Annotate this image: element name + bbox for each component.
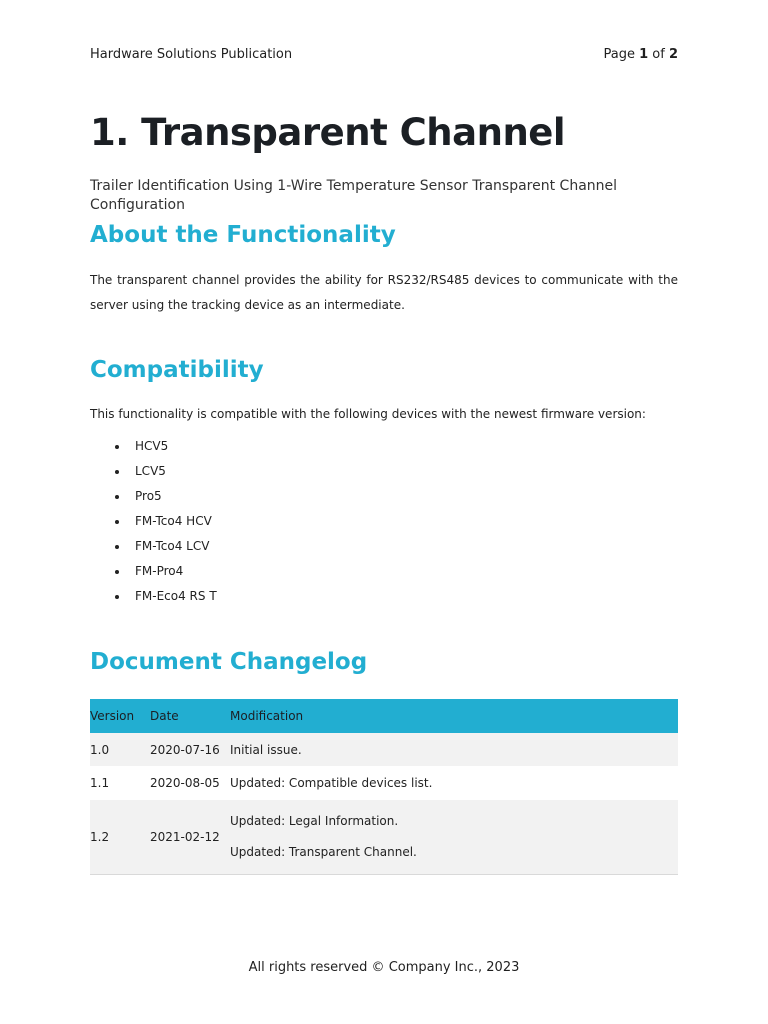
cell-version: 1.0: [90, 733, 150, 766]
publication-name: Hardware Solutions Publication: [90, 47, 293, 62]
device-list: [90, 434, 217, 609]
table-row: [90, 766, 678, 800]
device-list-item: FM-Pro4: [90, 559, 217, 584]
about-paragraph: The transparent channel provides the ability for RS232/RS485 devices to communicate with the server using the tracking device as an intermediate.: [90, 273, 678, 312]
device-list-item: FM-Tco4 HCV: [90, 509, 217, 534]
page-number: [603, 47, 678, 62]
cell-date: 2020-08-05: [150, 766, 230, 800]
compatibility-heading: Compatibility: [90, 357, 264, 383]
changelog-table: [90, 699, 678, 875]
document-subtitle: Trailer Identification Using 1-Wire Temperature Sensor Transparent Channel Configuration: [90, 178, 618, 213]
cell-modification: Updated: Compatible devices list.: [230, 766, 678, 800]
page-of: of: [652, 47, 665, 62]
table-row: [90, 800, 678, 875]
cell-modification: Initial issue.: [230, 733, 678, 766]
compatibility-intro: This functionality is compatible with the following devices with the newest firmware version:: [90, 407, 646, 421]
table-row: [90, 733, 678, 766]
cell-date: 2021-02-12: [150, 800, 230, 875]
cell-version: 1.2: [90, 800, 150, 875]
changelog-heading: Document Changelog: [90, 649, 368, 675]
table-header-row: [90, 699, 678, 733]
modification-line: Updated: Legal Information.: [230, 814, 399, 828]
page-total: 2: [668, 47, 678, 62]
page-footer: All rights reserved © Company Inc., 2023: [248, 960, 520, 975]
page-current: 1: [639, 47, 649, 62]
device-list-item: FM-Tco4 LCV: [90, 534, 217, 559]
device-list-item: FM-Eco4 RS T: [90, 584, 217, 609]
about-heading: About the Functionality: [90, 222, 396, 248]
device-list-item: HCV5: [90, 434, 217, 459]
modification-line: Updated: Transparent Channel.: [230, 845, 417, 859]
cell-date: 2020-07-16: [150, 733, 230, 766]
page-prefix: Page: [603, 47, 635, 62]
cell-modification: [230, 800, 678, 875]
document-title: 1. Transparent Channel: [90, 111, 566, 154]
column-header-date: Date: [150, 699, 230, 733]
column-header-version: Version: [90, 699, 150, 733]
cell-version: 1.1: [90, 766, 150, 800]
page-header: [90, 47, 678, 62]
device-list-item: Pro5: [90, 484, 217, 509]
device-list-item: LCV5: [90, 459, 217, 484]
column-header-modification: Modification: [230, 699, 678, 733]
